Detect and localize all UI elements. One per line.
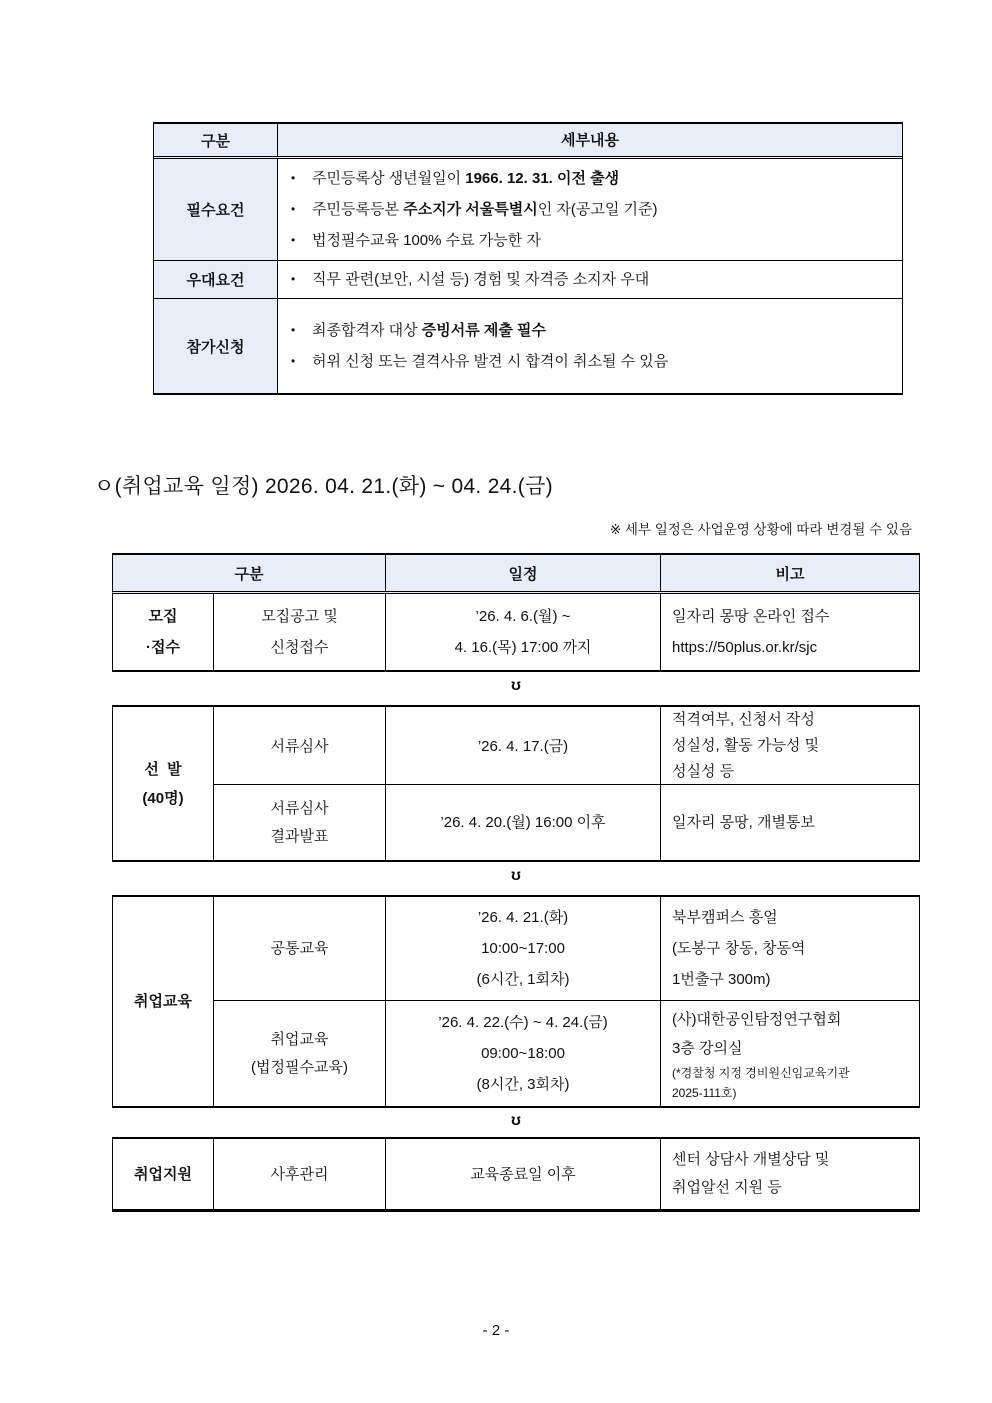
header-schedule: 일정 bbox=[386, 555, 661, 591]
bullet-line bbox=[291, 194, 894, 225]
date-cell: ’26. 4. 20.(월) 16:00 이후 bbox=[386, 785, 661, 860]
bullet-icon: • bbox=[291, 323, 296, 337]
row-label: 우대요건 bbox=[154, 261, 278, 298]
remark-cell: 센터 상담사 개별상담 및 취업알선 지원 등 bbox=[672, 1151, 830, 1196]
line-text: 최종합격자 대상 증빙서류 제출 필수 bbox=[312, 322, 547, 339]
header-remark: 비고 bbox=[775, 565, 805, 583]
task-cell: 서류심사 bbox=[214, 707, 386, 785]
bullet-line bbox=[291, 315, 894, 346]
page-number: - 2 - bbox=[482, 1322, 510, 1339]
header-category: 구분 bbox=[154, 124, 278, 156]
down-arrow-icon: ʊ bbox=[511, 867, 521, 884]
task-cell: 공통교육 bbox=[214, 897, 386, 1000]
row-label: 참가신청 bbox=[154, 299, 278, 393]
bullet-icon: • bbox=[291, 171, 296, 185]
header-category: 구분 bbox=[113, 555, 386, 591]
bullet-line bbox=[291, 264, 894, 295]
down-arrow-icon: ʊ bbox=[511, 677, 521, 694]
line-text: 주민등록등본 주소지가 서울특별시인 자(공고일 기준) bbox=[312, 201, 658, 218]
bullet-line bbox=[291, 346, 894, 377]
line-text: 법정필수교육 100% 수료 가능한 자 bbox=[312, 232, 541, 249]
schedule-section-training bbox=[112, 895, 920, 1108]
table-row bbox=[214, 785, 919, 860]
bullet-icon: • bbox=[291, 354, 296, 368]
schedule-change-note: ※ 세부 일정은 사업운영 상황에 따라 변경될 수 있음 bbox=[609, 522, 912, 537]
remark-cell: (사)대한공인탐정연구협회 3층 강의실 (*경찰청 지정 경비원신임교육기관 2025-111호) bbox=[661, 1001, 919, 1106]
table-row bbox=[154, 261, 902, 299]
date-cell: 교육종료일 이후 bbox=[386, 1139, 661, 1209]
section-heading: ㅇ(취업교육 일정) 2026. 04. 21.(화) ~ 04. 24.(금) bbox=[94, 475, 553, 498]
line-text: 직무 관련(보안, 시설 등) 경험 및 자격증 소지자 우대 bbox=[312, 271, 650, 288]
schedule-section-recruit bbox=[112, 594, 920, 672]
apply-url: https://50plus.or.kr/sjc bbox=[672, 639, 818, 656]
schedule-table-header bbox=[112, 553, 920, 594]
table-row bbox=[214, 1001, 919, 1106]
task-cell: 모집공고 및 신청접수 bbox=[214, 594, 386, 670]
bullet-line bbox=[291, 163, 894, 194]
header-detail: 세부내용 bbox=[561, 131, 619, 149]
bullet-line bbox=[291, 225, 894, 256]
remark-cell: 적격여부, 신청서 작성 성실성, 활동 가능성 및 성실성 등 bbox=[672, 711, 820, 780]
schedule-section-support bbox=[112, 1137, 920, 1212]
row-label: 필수요건 bbox=[154, 159, 278, 260]
certification-note: (*경찰청 지정 경비원신임교육기관 bbox=[672, 1065, 850, 1080]
table-row bbox=[154, 159, 902, 261]
section-label: 모집 ·접수 bbox=[113, 594, 214, 670]
remark-cell: 일자리 몽땅 온라인 접수 https://50plus.or.kr/sjc bbox=[661, 594, 919, 670]
date-cell: ’26. 4. 17.(금) bbox=[386, 707, 661, 785]
task-cell: 서류심사 결과발표 bbox=[214, 785, 386, 860]
certification-note: 2025-111호) bbox=[672, 1085, 737, 1100]
requirements-header-row bbox=[154, 124, 902, 159]
bullet-icon: • bbox=[291, 202, 296, 216]
line-text: 허위 신청 또는 결격사유 발견 시 합격이 취소될 수 있음 bbox=[312, 353, 669, 370]
date-cell: ’26. 4. 6.(월) ~ 4. 16.(목) 17:00 까지 bbox=[386, 594, 661, 670]
date-cell: ’26. 4. 22.(수) ~ 4. 24.(금) 09:00~18:00 (8시간, 3회차) bbox=[386, 1001, 661, 1106]
line-text: 주민등록상 생년월일이 1966. 12. 31. 이전 출생 bbox=[312, 170, 620, 187]
date-cell: ’26. 4. 21.(화) 10:00~17:00 (6시간, 1회차) bbox=[386, 897, 661, 1000]
bullet-icon: • bbox=[291, 272, 296, 286]
section-label: 선 발 (40명) bbox=[113, 707, 214, 860]
remark-cell: 일자리 몽땅, 개별통보 bbox=[672, 814, 815, 831]
down-arrow-icon: ʊ bbox=[511, 1112, 521, 1129]
schedule-section-selection bbox=[112, 705, 920, 862]
section-label: 취업교육 bbox=[113, 897, 214, 1106]
task-cell: 취업교육 (법정필수교육) bbox=[214, 1001, 386, 1106]
task-cell: 사후관리 bbox=[214, 1139, 386, 1209]
requirements-table bbox=[153, 122, 903, 395]
table-row bbox=[214, 707, 919, 785]
table-row bbox=[214, 897, 919, 1001]
table-row bbox=[154, 299, 902, 393]
bullet-icon: • bbox=[291, 233, 296, 247]
section-label: 취업지원 bbox=[113, 1139, 214, 1209]
remark-cell: 북부캠퍼스 흥얼 (도봉구 창동, 창동역 1번출구 300m) bbox=[672, 909, 806, 988]
